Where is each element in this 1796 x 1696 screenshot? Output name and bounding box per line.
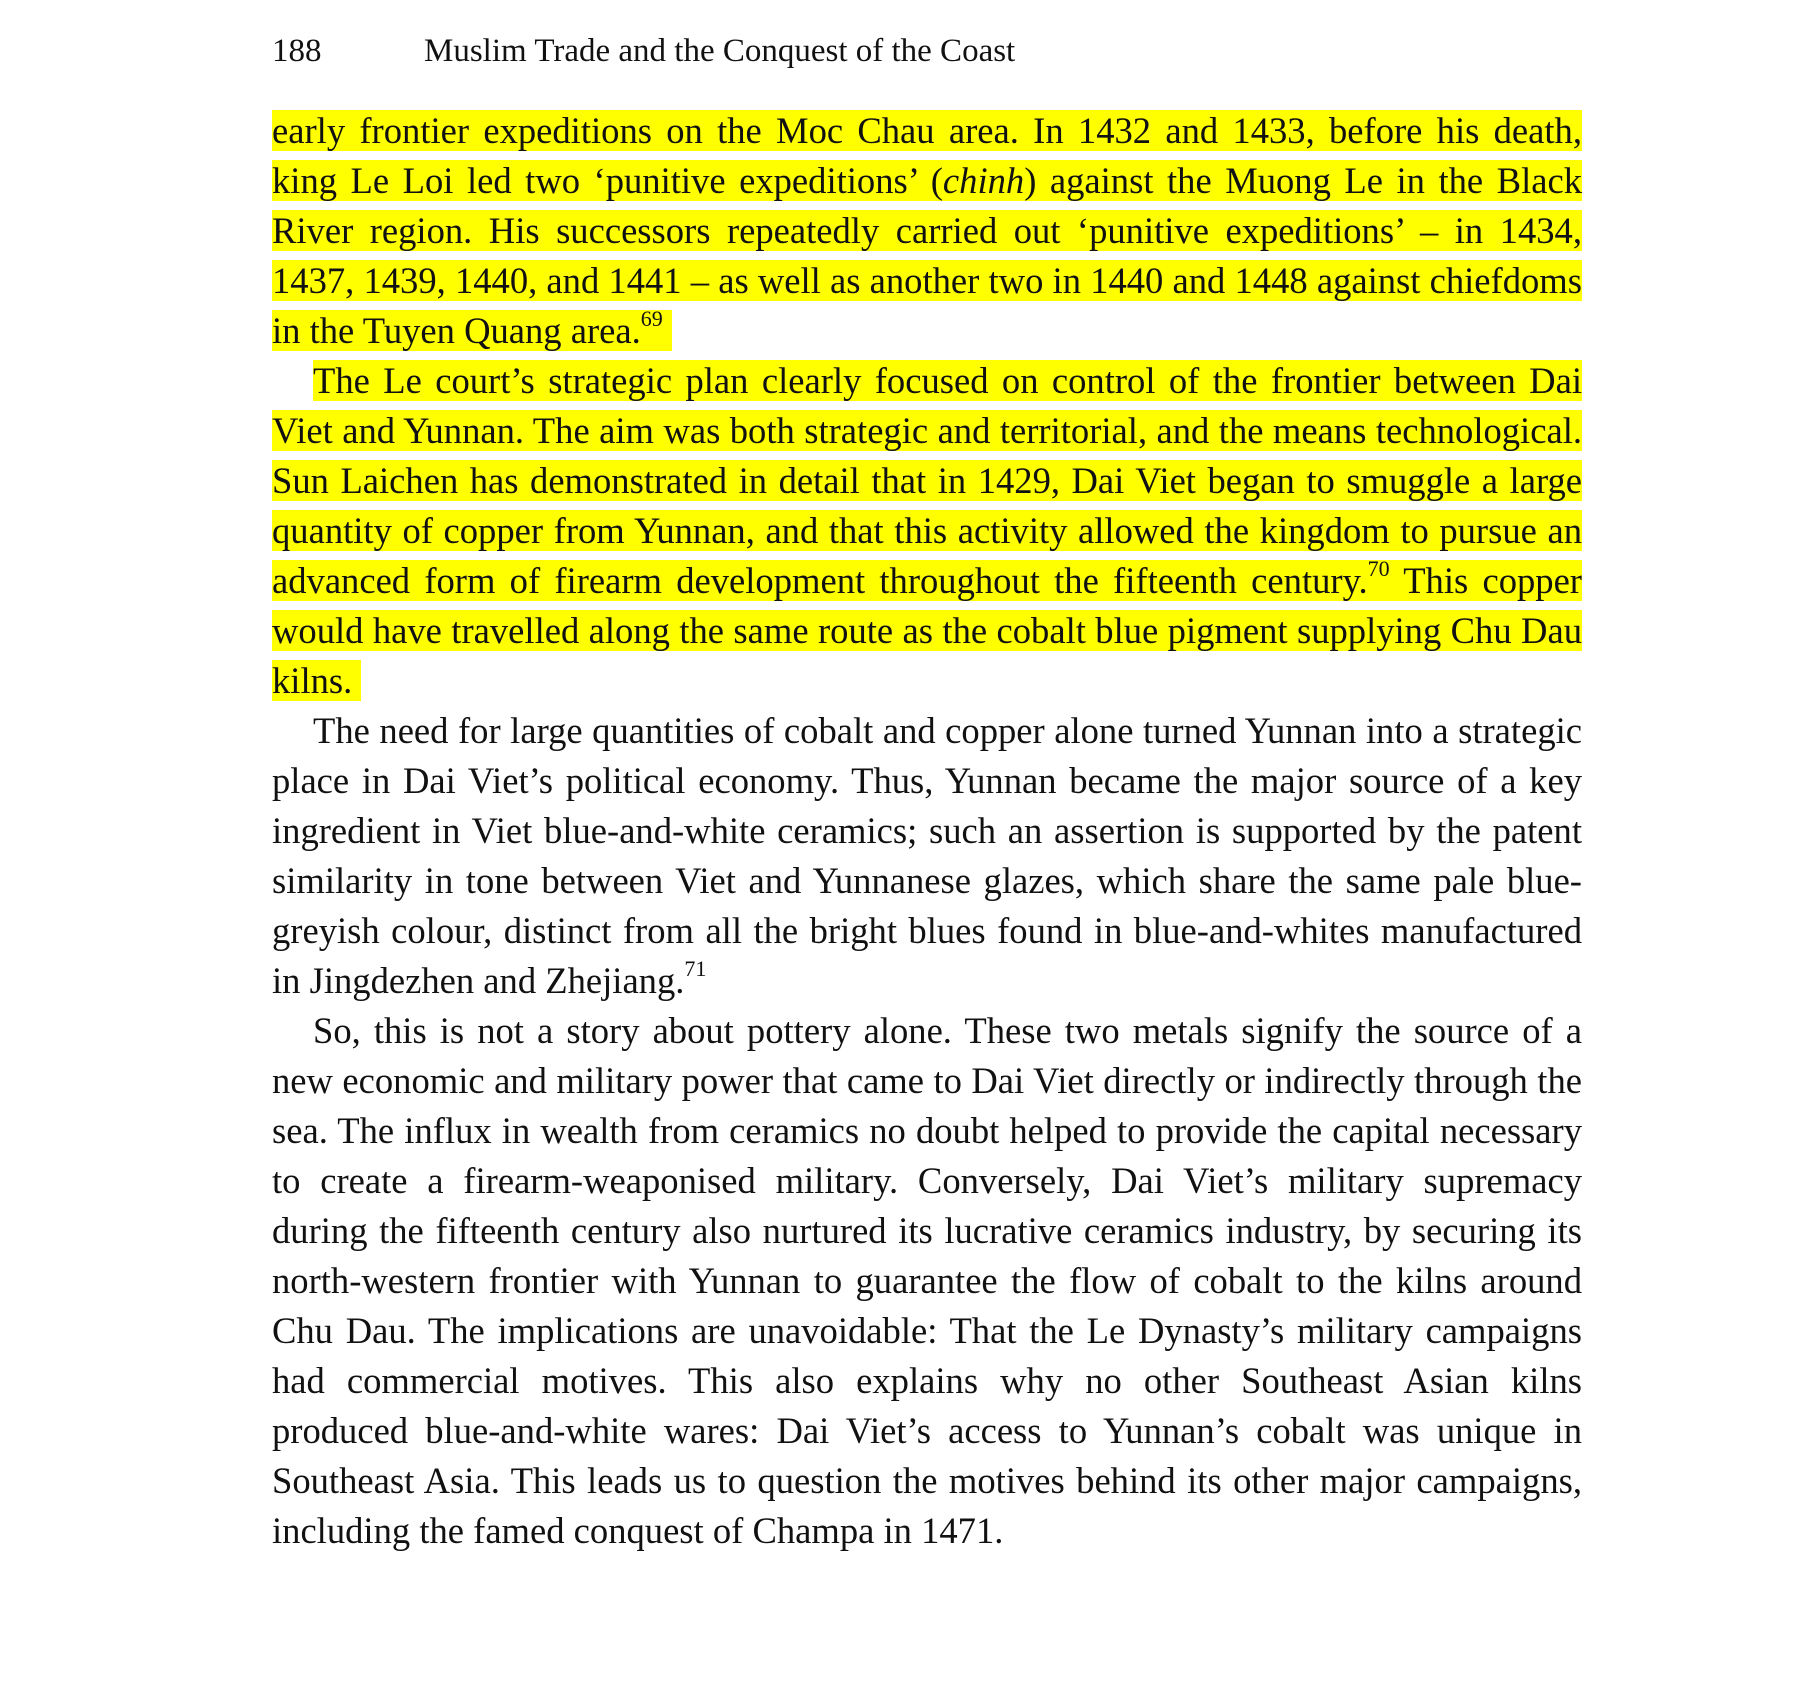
paragraph-2-text-b: This copper would have travelled along the same route as the cobalt blue pigment supplying Chu Dau kilns.	[272, 560, 1582, 701]
body-text	[272, 106, 1582, 1556]
highlighted-text	[272, 360, 1582, 701]
highlighted-text	[272, 110, 1582, 351]
running-head	[272, 26, 1582, 76]
page-number: 188	[272, 33, 322, 69]
paragraph-2[interactable]	[272, 356, 1582, 706]
footnote-ref-70[interactable]: 70	[1367, 555, 1390, 581]
footnote-ref-69[interactable]: 69	[640, 305, 663, 331]
paragraph-2-text-a: The Le court’s strategic plan clearly focused on control of the frontier between Dai Viet and Yunnan. The aim was both strategic and territorial, and the means technological. Sun Laichen has demonstrated in detail that in 1429, Dai Viet began to smuggle a large quantity of copper from Yunnan, and that this activity allowed the kingdom to pursue an advanced form of firearm development throughout the fifteenth century.	[272, 360, 1582, 601]
paragraph-1-text-b: ) against the Muong Le in the Black River region. His successors repeatedly carried out ‘punitive expeditions’ – in 1434, 1437, 1439, 1440, and 1441 – as well as another two in 1440 and 1448 against chiefdoms in the Tuyen Quang area.	[272, 160, 1582, 351]
paragraph-1-text-a: early frontier expeditions on the Moc Chau area. In 1432 and 1433, before his death, king Le Loi led two ‘punitive expeditions’ (	[272, 110, 1582, 201]
running-title: Muslim Trade and the Conquest of the Coast	[424, 33, 1016, 69]
paragraph-4-text: So, this is not a story about pottery alone. These two metals signify the source of a new economic and military power that came to Dai Viet directly or indirectly through the sea. The influx in wealth from ceramics no doubt helped to provide the capital necessary to create a firearm-weaponised military. Conversely, Dai Viet’s military supremacy during the fifteenth century also nurtured its lucrative ceramics industry, by securing its north-western frontier with Yunnan to guarantee the flow of cobalt to the kilns around Chu Dau. The implications are unavoidable: That the Le Dynasty’s military campaigns had commercial motives. This also explains why no other Southeast Asian kilns produced blue-and-white wares: Dai Viet’s access to Yunnan’s cobalt was unique in Southeast Asia. This leads us to question the motives behind its other major campaigns, including the famed conquest of Champa in 1471.	[272, 1010, 1582, 1551]
footnote-ref-71[interactable]: 71	[684, 955, 707, 981]
paragraph-1[interactable]	[272, 106, 1582, 356]
paragraph-3-text: The need for large quantities of cobalt and copper alone turned Yunnan into a strategic place in Dai Viet’s political economy. Thus, Yunnan became the major source of a key ingredient in Viet blue-and-white ceramics; such an assertion is supported by the patent similarity in tone between Viet and Yunnanese glazes, which share the same pale blue-greyish colour, distinct from all the bright blues found in blue-and-whites manufactured in Jingdezhen and Zhejiang.	[272, 710, 1582, 1001]
italic-term: chinh	[942, 160, 1025, 201]
paragraph-4[interactable]	[272, 1006, 1582, 1556]
paragraph-3[interactable]	[272, 706, 1582, 1006]
